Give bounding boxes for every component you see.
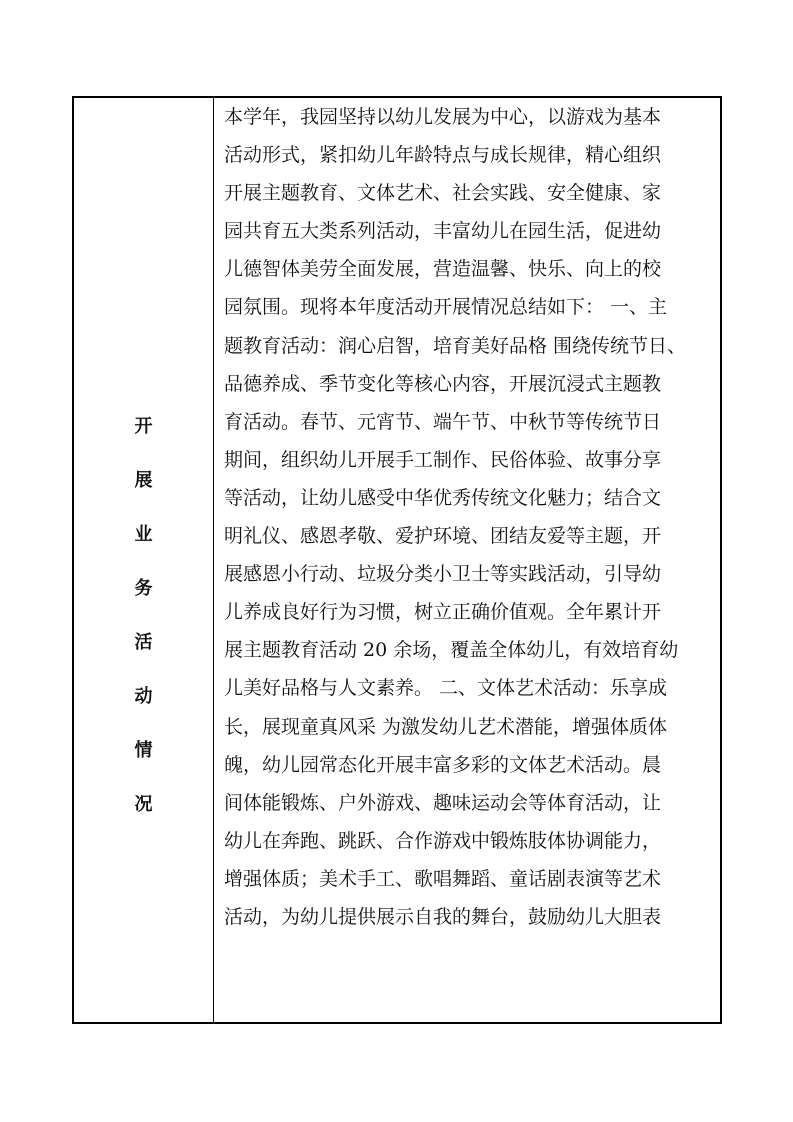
- text-line: 育活动。春节、元宵节、端午节、中秋节等传统节日: [224, 410, 662, 433]
- text-line: 等活动，让幼儿感受中华优秀传统文化魅力；结合文: [224, 486, 662, 509]
- text-line: 魄，幼儿园常态化开展丰富多彩的文体艺术活动。晨: [224, 753, 662, 776]
- text-line: 本学年，我园坚持以幼儿发展为中心，以游戏为基本: [224, 106, 662, 128]
- text-line: 园共育五大类系列活动，丰富幼儿在园生活，促进幼: [224, 220, 662, 243]
- label-char: 展: [134, 470, 153, 491]
- text-line: 园氛围。现将本年度活动开展情况总结如下： 一、主: [224, 296, 668, 319]
- content-text: [224, 98, 716, 936]
- text-line: 品德养成、季节变化等核心内容，开展沉浸式主题教: [224, 372, 662, 395]
- label-char: 情: [134, 740, 153, 761]
- label-char: 务: [134, 578, 153, 599]
- label-char: 开: [134, 416, 153, 437]
- label-char: 动: [134, 686, 153, 707]
- text-line: 展主题教育活动 20 余场，覆盖全体幼儿，有效培育幼: [224, 639, 679, 662]
- text-line: 间体能锻炼、户外游戏、趣味运动会等体育活动，让: [224, 791, 662, 814]
- content-cell: [214, 98, 720, 1022]
- label-char: 况: [134, 794, 153, 815]
- text-line: 开展主题教育、文体艺术、社会实践、安全健康、家: [224, 182, 662, 205]
- label-char: 业: [134, 524, 153, 545]
- text-line: 长，展现童真风采 为激发幼儿艺术潜能，增强体质体: [224, 715, 668, 738]
- text-line: 儿养成良好行为习惯，树立正确价值观。全年累计开: [224, 601, 662, 624]
- text-line: 明礼仪、感恩孝敬、爱护环境、团结友爱等主题，开: [224, 525, 662, 548]
- text-line: 幼儿在奔跑、跳跃、合作游戏中锻炼肢体协调能力，: [224, 829, 662, 852]
- text-line: 题教育活动：润心启智，培育美好品格 围绕传统节日、: [224, 334, 687, 357]
- label-cell: [74, 98, 214, 1022]
- text-line: 展感恩小行动、垃圾分类小卫士等实践活动，引导幼: [224, 563, 662, 586]
- text-line: 活动，为幼儿提供展示自我的舞台，鼓励幼儿大胆表: [224, 905, 662, 928]
- section-label: [74, 400, 213, 832]
- text-line: 期间，组织幼儿开展手工制作、民俗体验、故事分享: [224, 448, 662, 471]
- text-line: 活动形式，紧扣幼儿年龄特点与成长规律，精心组织: [224, 144, 662, 167]
- label-char: 活: [134, 632, 153, 653]
- text-line: 儿美好品格与人文素养。 二、文体艺术活动：乐享成: [224, 677, 668, 700]
- text-line: 增强体质；美术手工、歌唱舞蹈、童话剧表演等艺术: [224, 867, 662, 890]
- activity-table: [72, 96, 722, 1024]
- text-line: 儿德智体美劳全面发展，营造温馨、快乐、向上的校: [224, 258, 662, 281]
